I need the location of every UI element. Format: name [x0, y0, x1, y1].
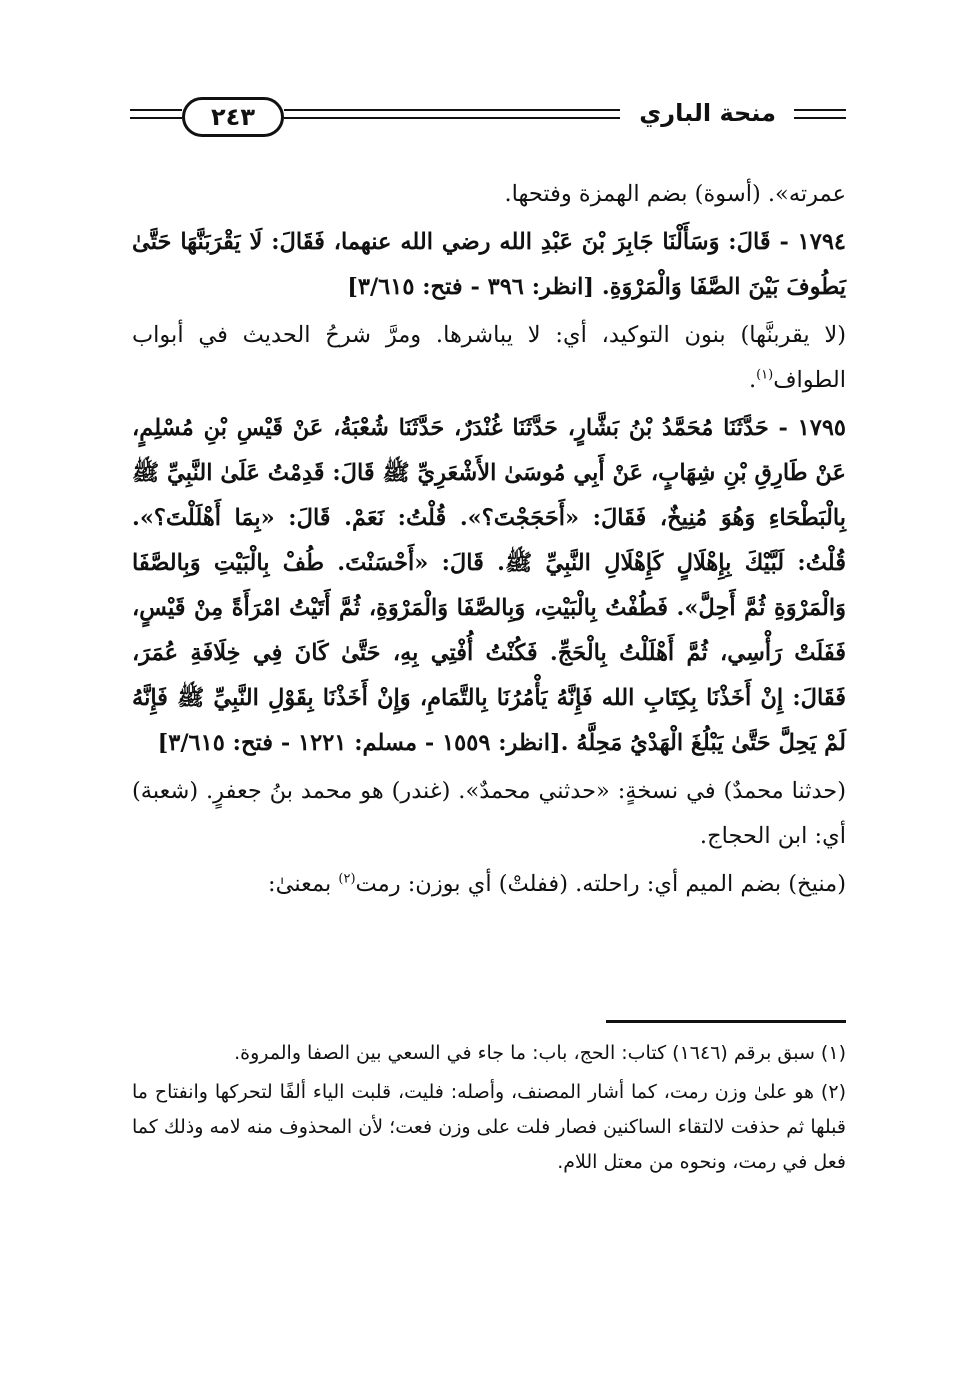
footnotes: [132, 1036, 846, 1184]
paragraph-6: [132, 862, 846, 907]
footnote-2: (٢) هو علىٰ وزن رمت، كما أشار المصنف، وأصله: فليت، قلبت الياء ألفًا لتحركها وانفتاح ما قبلها ثم حذفت لالتقاء الساكنين فصار فلت على وزن فعت؛ لأن المحذوف منه لامه وذلك كما فعل في رمت، ونحوه من معتل اللام.: [132, 1081, 846, 1173]
header-rule-right: [794, 109, 846, 111]
footnote-1: (١) سبق برقم (١٦٤٦) كتاب: الحج، باب: ما جاء في السعي بين الصفا والمروة.: [234, 1042, 846, 1064]
paragraph-1: عمرته». (أسوة) بضم الهمزة وفتحها.: [504, 181, 846, 207]
paragraph-3-end: .: [748, 367, 757, 393]
header-rule-left-2: [130, 117, 182, 119]
footnote-ref-1: (١): [756, 367, 774, 383]
paragraph-3-text: (لا يقربنَّها) بنون التوكيد، أي: لا يباشرها. ومرَّ شرحُ الحديث في أبواب الطواف: [132, 322, 846, 393]
header-rule-middle-2: [284, 117, 620, 119]
footnote-ref-2: (٢): [338, 871, 356, 887]
page-header: [130, 95, 846, 145]
paragraph-3: [132, 313, 846, 403]
book-title: منحة الباري: [639, 99, 776, 127]
page-number: ٢٤٣: [182, 97, 284, 137]
paragraph-5: (حدثنا محمدٌ) في نسخةٍ: «حدثني محمدٌ». (غندر) هو محمد بنُ جعفرٍ. (شعبة) أي: ابن الحجاج.: [132, 778, 846, 849]
main-text: [132, 172, 846, 910]
footnote-separator: [606, 1020, 846, 1023]
hadith-1795: ١٧٩٥ - حَدَّثَنَا مُحَمَّدُ بْنُ بَشَّارٍ، حَدَّثَنَا غُنْدَرٌ، حَدَّثَنَا شُعْبَةُ، عَنْ قَيْسِ بْنِ مُسْلِمٍ، عَنْ طَارِقِ بْنِ شِهَابٍ، عَنْ أَبِي مُوسَىٰ الأَشْعَرِيِّ ﷺ قَالَ: قَدِمْتُ عَلَىٰ النَّبِيِّ ﷺ بِالْبَطْحَاءِ وَهُوَ مُنِيخٌ، فَقَالَ: «أَحَجَجْتَ؟». قُلْتُ: نَعَمْ. قَالَ: «بِمَا أَهْلَلْتَ؟». قُلْتُ: لَبَّيْكَ بِإِهْلَالٍ كَإِهْلَالِ النَّبِيِّ ﷺ. قَالَ: «أَحْسَنْتَ. طُفْ بِالْبَيْتِ وَبِالصَّفَا وَالْمَرْوَةِ ثُمَّ أَحِلَّ». فَطُفْتُ بِالْبَيْتِ، وَبِالصَّفَا وَالْمَرْوَةِ، ثُمَّ أَتَيْتُ امْرَأَةً مِنْ قَيْسٍ، فَفَلَتْ رَأْسِي، ثُمَّ أَهْلَلْتُ بِالْحَجِّ. فَكُنْتُ أُفْتِي بِهِ، حَتَّىٰ كَانَ فِي خِلَافَةِ عُمَرَ، فَقَالَ: إِنْ أَخَذْنَا بِكِتَابِ الله فَإِنَّهُ يَأْمُرُنَا بِالتَّمَامِ، وَإِنْ أَخَذْنَا بِقَوْلِ النَّبِيِّ ﷺ فَإِنَّهُ لَمْ يَحِلَّ حَتَّىٰ يَبْلُغَ الْهَدْيُ مَحِلَّهُ .[انظر: ١٥٥٩ - مسلم: ١٢٢١ - فتح: ٣/٦١٥]: [132, 415, 846, 756]
paragraph-6-text: (منيخ) بضم الميم أي: راحلته. (ففلتْ) أي بوزن: رمت: [355, 871, 846, 897]
paragraph-6-end: بمعنىٰ:: [268, 871, 339, 897]
header-rule-middle: [284, 109, 620, 111]
header-rule-left: [130, 109, 182, 111]
hadith-1794: ١٧٩٤ - قَالَ: وَسَأَلْنَا جَابِرَ بْنَ عَبْدِ الله رضي الله عنهما، فَقَالَ: لَا يَقْرَبَنَّهَا حَتَّىٰ يَطُوفَ بَيْنَ الصَّفَا وَالْمَرْوَةِ. [انظر: ٣٩٦ - فتح: ٣/٦١٥]: [132, 229, 846, 300]
header-rule-right-2: [794, 117, 846, 119]
